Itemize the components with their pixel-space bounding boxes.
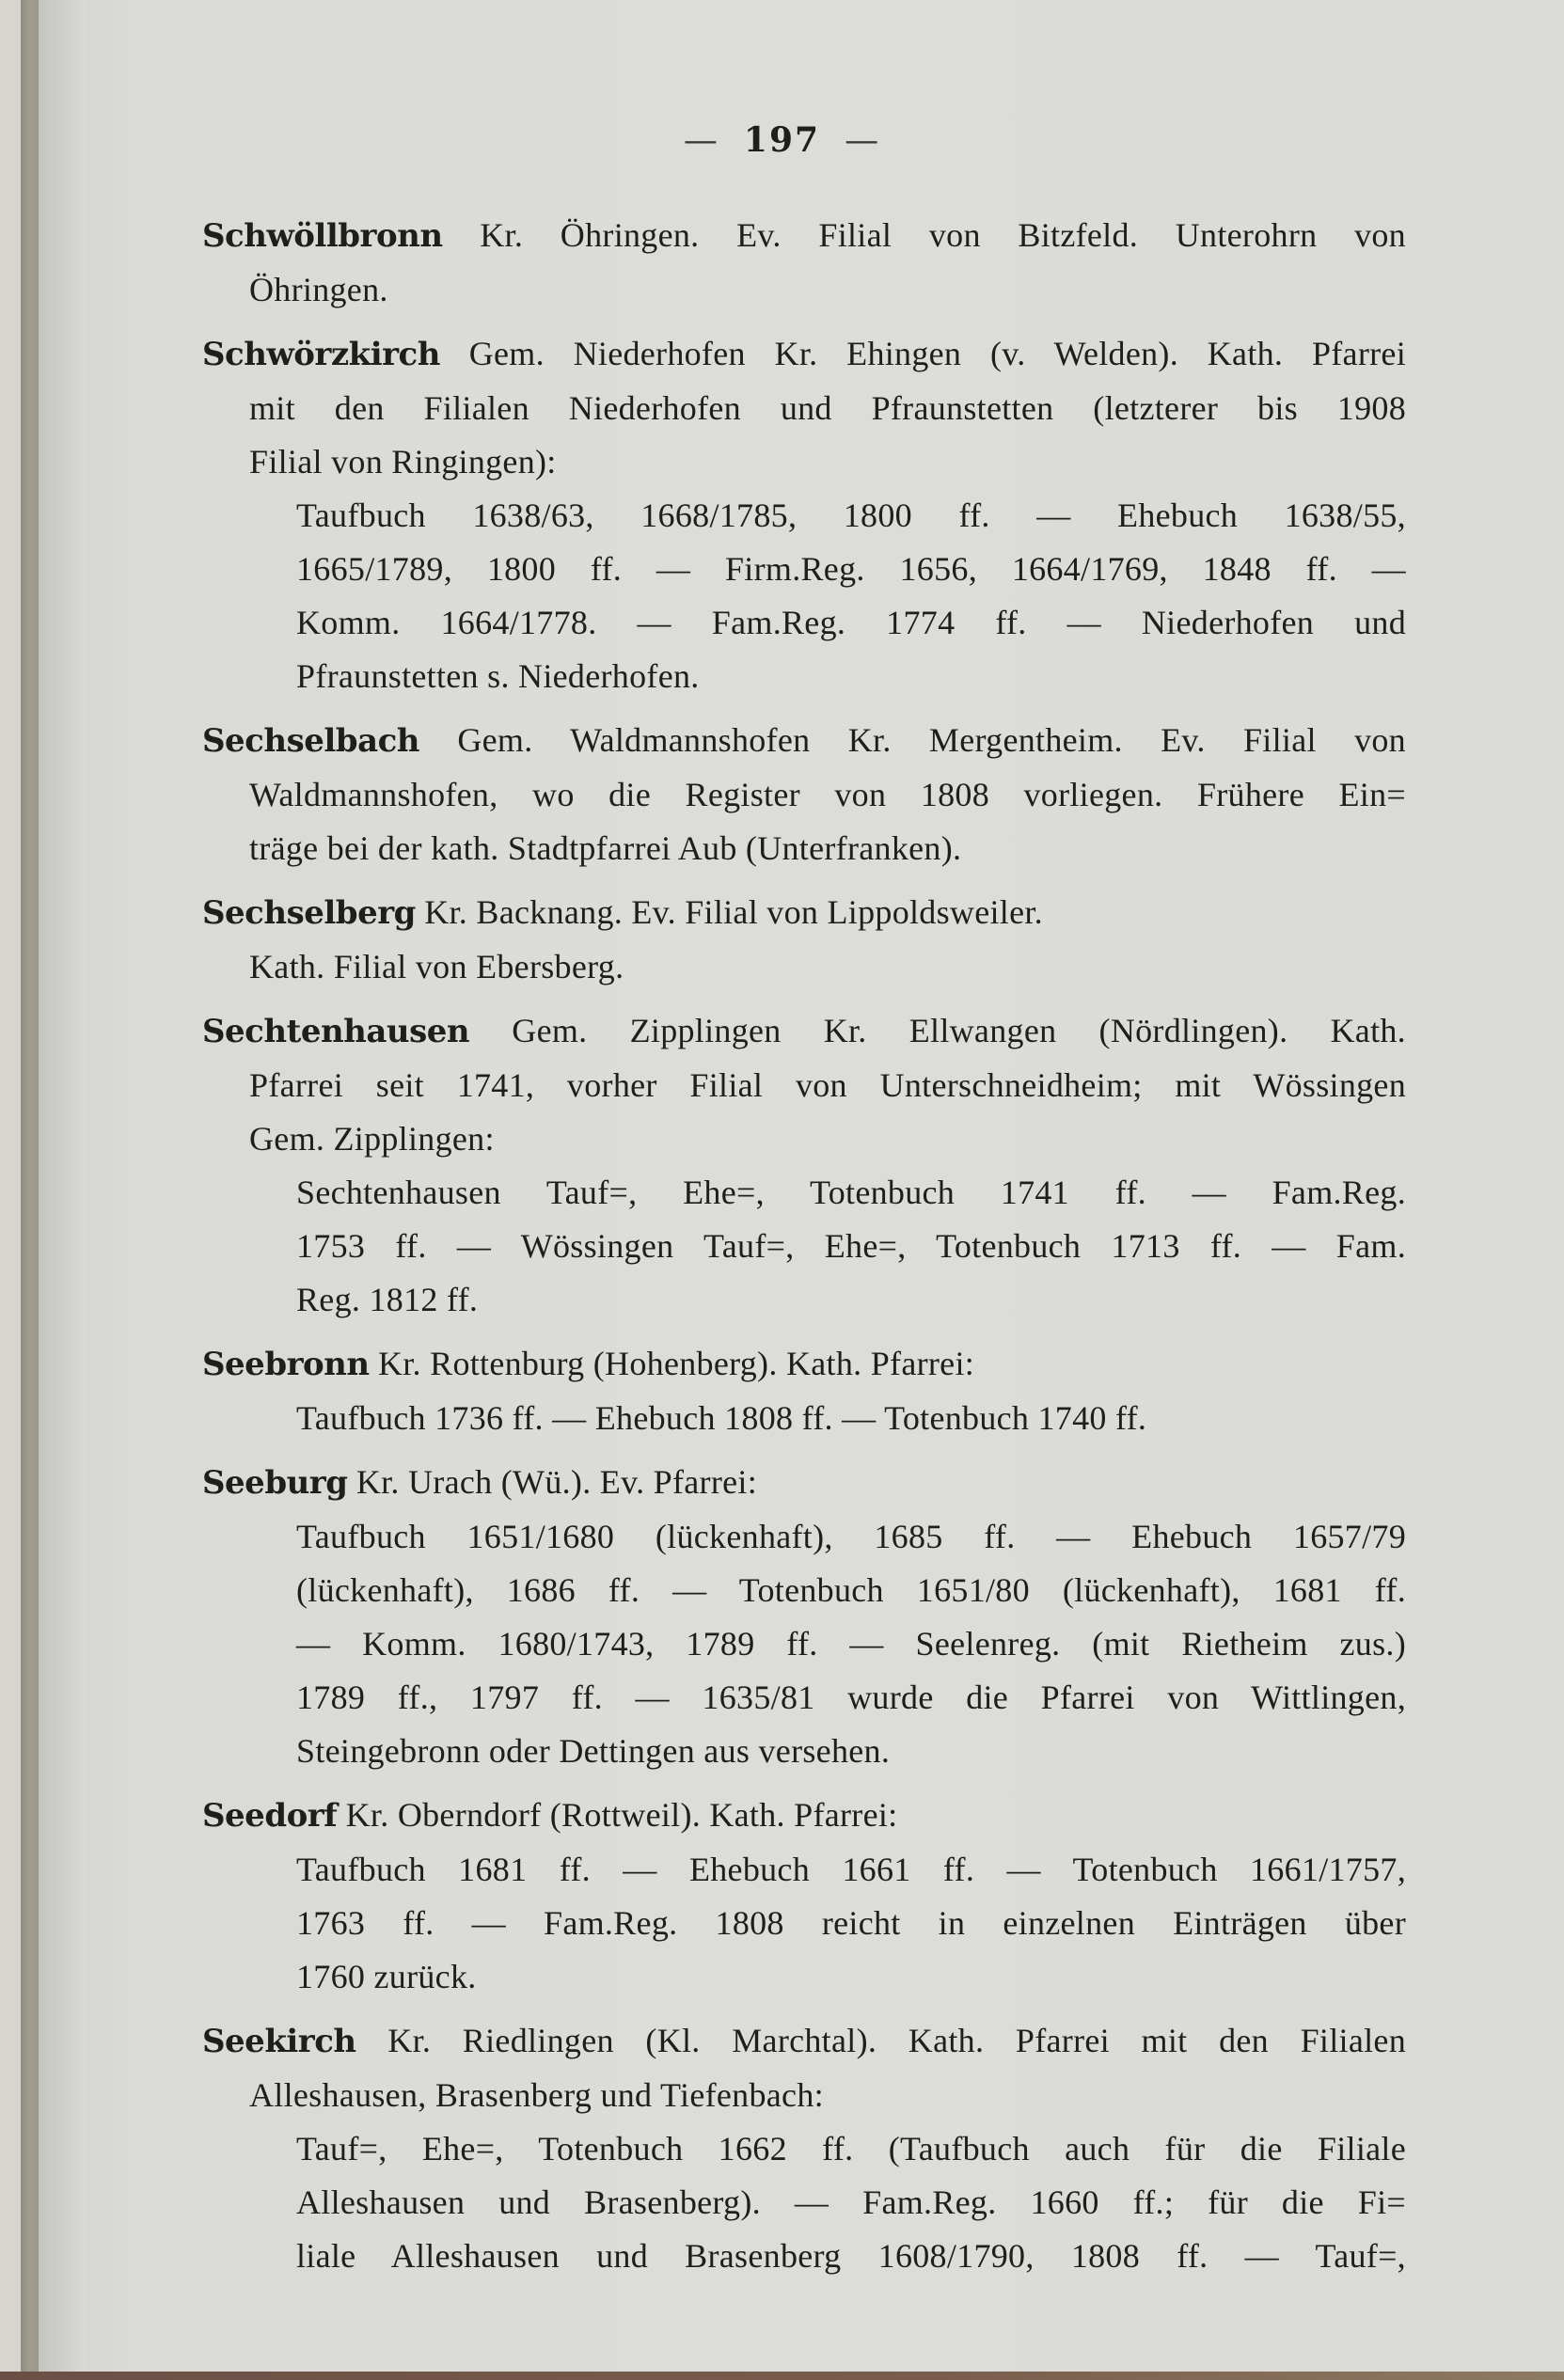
entry-line-text-wrap	[296, 1166, 1406, 1220]
record-line	[202, 1273, 1406, 1327]
entry-line-text-wrap	[249, 443, 557, 481]
record-line	[202, 1392, 1406, 1445]
entry-text: mit den Filialen Niederhofen und Pfraunstetten (letzterer bis 1908	[249, 389, 1406, 427]
entry-text: 1760 zurück.	[296, 1958, 477, 1995]
entry-line-text-wrap	[296, 489, 1406, 543]
entry-headword: Sechselbach	[202, 722, 420, 760]
entry-text: Kr. Backnang. Ev. Filial von Lippoldsweiler.	[424, 893, 1043, 931]
entry-line	[202, 2014, 1406, 2069]
record-line	[202, 2176, 1406, 2230]
entry-line-text-wrap	[249, 1120, 495, 1158]
entry-line	[202, 263, 1406, 317]
record-line	[202, 596, 1406, 650]
entry-line	[202, 2069, 1406, 2122]
record-line	[202, 1617, 1406, 1671]
record-line	[202, 1897, 1406, 1950]
entry-line	[202, 1456, 1406, 1510]
entry-line	[202, 1337, 1406, 1392]
entry-line-text-wrap	[202, 2014, 1406, 2069]
entry-line	[202, 209, 1406, 263]
gazetteer-entry	[202, 886, 1406, 994]
record-line	[202, 1166, 1406, 1220]
entry-line	[202, 435, 1406, 489]
entry-text: Taufbuch 1651/1680 (lückenhaft), 1685 ff. — Ehebuch 1657/79	[296, 1518, 1406, 1555]
entry-line-text-wrap	[202, 714, 1406, 768]
scan-bottom-edge	[0, 2372, 1564, 2380]
record-line	[202, 543, 1406, 596]
entry-line-text-wrap	[296, 2122, 1406, 2176]
entry-text: liale Alleshausen und Brasenberg 1608/1790, 1808 ff. — Tauf=,	[296, 2237, 1406, 2275]
entry-text: träge bei der kath. Stadtpfarrei Aub (Unterfranken).	[249, 829, 962, 867]
entry-text: Kr. Oberndorf (Rottweil). Kath. Pfarrei:	[345, 1796, 898, 1834]
entry-text: Kr. Öhringen. Ev. Filial von Bitzfeld. Unterohrn von	[480, 216, 1406, 254]
entry-text: Gem. Waldmannshofen Kr. Mergentheim. Ev. Filial von	[457, 721, 1406, 759]
entry-headword: Schwöllbronn	[202, 217, 443, 255]
record-line	[202, 1843, 1406, 1897]
record-line	[202, 650, 1406, 703]
entry-line-text-wrap	[202, 1004, 1406, 1059]
entry-text: — Komm. 1680/1743, 1789 ff. — Seelenreg. (mit Rietheim zus.)	[296, 1625, 1406, 1663]
entry-line-text-wrap	[249, 271, 388, 308]
gazetteer-entry	[202, 327, 1406, 703]
entry-line-text-wrap	[296, 1671, 1406, 1725]
book-spine-gutter	[21, 0, 39, 2380]
page-number-dash-right: —	[845, 121, 881, 160]
gazetteer-entry	[202, 209, 1406, 317]
entry-line-text-wrap	[202, 209, 1406, 263]
entry-text: 1753 ff. — Wössingen Tauf=, Ehe=, Totenbuch 1713 ff. — Fam.	[296, 1227, 1406, 1265]
record-line	[202, 489, 1406, 543]
entry-text: Steingebronn oder Dettingen aus versehen.	[296, 1732, 891, 1770]
entry-line-text-wrap	[249, 768, 1406, 822]
gazetteer-entries	[202, 209, 1406, 2283]
entry-line-text-wrap	[249, 382, 1406, 435]
entry-headword: Seeburg	[202, 1464, 348, 1502]
entry-line	[202, 886, 1406, 940]
gutter-shadow	[39, 0, 86, 2380]
record-line	[202, 1950, 1406, 2004]
entry-text: Kath. Filial von Ebersberg.	[249, 948, 624, 985]
entry-text: Taufbuch 1638/63, 1668/1785, 1800 ff. — Ehebuch 1638/55,	[296, 496, 1406, 534]
entry-line-text-wrap	[202, 1463, 757, 1501]
entry-text: Pfraunstetten s. Niederhofen.	[296, 657, 700, 695]
record-line	[202, 1725, 1406, 1778]
entry-text: Kr. Riedlingen (Kl. Marchtal). Kath. Pfarrei mit den Filialen	[387, 2022, 1406, 2059]
entry-line	[202, 327, 1406, 382]
entry-headword: Seedorf	[202, 1797, 338, 1835]
record-line	[202, 2230, 1406, 2283]
entry-line	[202, 1004, 1406, 1059]
entry-line-text-wrap	[296, 1281, 478, 1318]
record-line	[202, 1220, 1406, 1273]
entry-line-text-wrap	[296, 543, 1406, 596]
entry-line-text-wrap	[249, 1059, 1406, 1112]
entry-text: Komm. 1664/1778. — Fam.Reg. 1774 ff. — Niederhofen und	[296, 604, 1406, 641]
entry-line-text-wrap	[296, 1564, 1406, 1617]
entry-line-text-wrap	[202, 1796, 897, 1834]
entry-line-text-wrap	[249, 829, 961, 867]
entry-line-text-wrap	[296, 1220, 1406, 1273]
entry-line-text-wrap	[296, 1732, 890, 1770]
entry-line-text-wrap	[296, 1843, 1406, 1897]
entry-line-text-wrap	[296, 1617, 1406, 1671]
entry-text: Taufbuch 1736 ff. — Ehebuch 1808 ff. — Totenbuch 1740 ff.	[296, 1399, 1147, 1437]
record-line	[202, 1671, 1406, 1725]
entry-line	[202, 1112, 1406, 1166]
entry-headword: Seekirch	[202, 2023, 356, 2060]
gazetteer-entry	[202, 1004, 1406, 1327]
entry-text: Öhringen.	[249, 271, 388, 308]
entry-text: Alleshausen und Brasenberg). — Fam.Reg. 1660 ff.; für die Fi=	[296, 2183, 1406, 2221]
entry-line-text-wrap	[296, 2176, 1406, 2230]
entry-line-text-wrap	[296, 1510, 1406, 1564]
entry-text: Filial von Ringingen):	[249, 443, 557, 481]
entry-headword: Schwörzkirch	[202, 336, 440, 373]
entry-headword: Sechtenhausen	[202, 1013, 470, 1050]
entry-line-text-wrap	[202, 327, 1406, 382]
entry-text: Gem. Zipplingen:	[249, 1120, 495, 1158]
gazetteer-entry	[202, 714, 1406, 875]
record-line	[202, 1564, 1406, 1617]
entry-text: 1789 ff., 1797 ff. — 1635/81 wurde die Pfarrei von Wittlingen,	[296, 1679, 1406, 1716]
entry-line-text-wrap	[202, 1345, 974, 1382]
entry-text: Reg. 1812 ff.	[296, 1281, 479, 1318]
page-number-dash-left: —	[683, 121, 719, 160]
page-number: 197	[743, 120, 821, 160]
entry-text: Alleshausen, Brasenberg und Tiefenbach:	[249, 2076, 824, 2114]
entry-text: Gem. Niederhofen Kr. Ehingen (v. Welden). Kath. Pfarrei	[468, 335, 1406, 372]
record-line	[202, 2122, 1406, 2176]
entry-line	[202, 822, 1406, 875]
entry-line-text-wrap	[296, 1958, 477, 1995]
entry-line-text-wrap	[249, 2076, 824, 2114]
entry-line-text-wrap	[296, 596, 1406, 650]
entry-text: Taufbuch 1681 ff. — Ehebuch 1661 ff. — Totenbuch 1661/1757,	[296, 1851, 1406, 1888]
gazetteer-entry	[202, 1789, 1406, 2004]
entry-headword: Sechselberg	[202, 894, 416, 932]
scan-left-margin	[0, 0, 21, 2380]
entry-text: (lückenhaft), 1686 ff. — Totenbuch 1651/80 (lückenhaft), 1681 ff.	[296, 1571, 1406, 1609]
record-line	[202, 1510, 1406, 1564]
entry-line-text-wrap	[296, 657, 700, 695]
entry-text: Kr. Urach (Wü.). Ev. Pfarrei:	[355, 1463, 758, 1501]
entry-line	[202, 768, 1406, 822]
gazetteer-entry	[202, 1337, 1406, 1445]
entry-line-text-wrap	[296, 1399, 1146, 1437]
entry-line-text-wrap	[296, 2230, 1406, 2283]
entry-text: 1665/1789, 1800 ff. — Firm.Reg. 1656, 1664/1769, 1848 ff. —	[296, 550, 1406, 588]
page-number-header	[0, 120, 1564, 160]
entry-text: Pfarrei seit 1741, vorher Filial von Unterschneidheim; mit Wössingen	[249, 1066, 1406, 1104]
entry-text: Waldmannshofen, wo die Register von 1808 vorliegen. Frühere Ein=	[249, 776, 1406, 813]
entry-text: 1763 ff. — Fam.Reg. 1808 reicht in einzelnen Einträgen über	[296, 1904, 1406, 1942]
entry-text: Sechtenhausen Tauf=, Ehe=, Totenbuch 1741 ff. — Fam.Reg.	[296, 1174, 1406, 1211]
gazetteer-entry	[202, 1456, 1406, 1778]
entry-line	[202, 1789, 1406, 1843]
entry-line-text-wrap	[296, 1897, 1406, 1950]
entry-line-text-wrap	[249, 948, 624, 985]
entry-text: Tauf=, Ehe=, Totenbuch 1662 ff. (Taufbuch auch für die Filiale	[296, 2130, 1406, 2167]
gazetteer-entry	[202, 2014, 1406, 2283]
entry-text: Kr. Rottenburg (Hohenberg). Kath. Pfarrei:	[377, 1345, 975, 1382]
entry-line	[202, 1059, 1406, 1112]
entry-line	[202, 940, 1406, 994]
entry-line-text-wrap	[202, 893, 1043, 931]
entry-line	[202, 382, 1406, 435]
entry-line	[202, 714, 1406, 768]
entry-text: Gem. Zipplingen Kr. Ellwangen (Nördlingen). Kath.	[512, 1012, 1406, 1049]
entry-headword: Seebronn	[202, 1346, 370, 1383]
